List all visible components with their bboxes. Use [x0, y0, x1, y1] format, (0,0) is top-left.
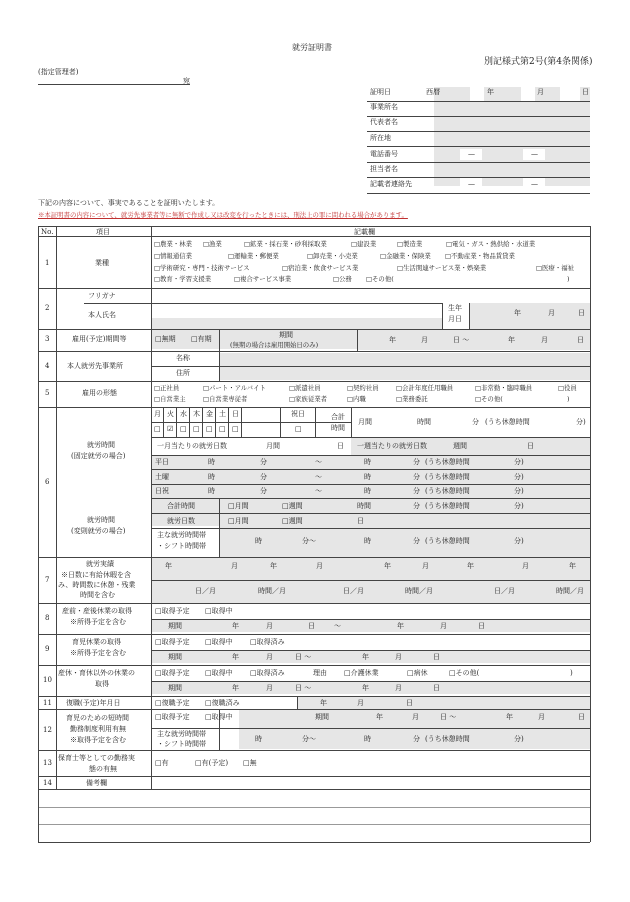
short-time-end-year: 年	[506, 713, 513, 721]
maternity-period: 期間	[168, 622, 182, 630]
row-12-no: 12	[43, 726, 52, 734]
weekday-label: 平日	[155, 458, 169, 466]
industry-public[interactable]: □公務	[333, 275, 352, 283]
business-name-label: 事業所名	[370, 103, 398, 111]
var-total-month[interactable]: □月間	[228, 502, 249, 510]
other-leave-end-month: 月	[395, 684, 402, 692]
era-label: 西暦	[426, 88, 440, 96]
remarks-label: 備考欄	[86, 779, 107, 787]
weekly-days-week: 週間	[453, 442, 467, 450]
break-close: 分)	[514, 458, 524, 466]
hour: 時	[208, 458, 215, 466]
var-days-unit: 日	[357, 517, 364, 525]
maternity-end-year: 年	[397, 622, 404, 630]
industry-education[interactable]: □教育・学習支援業	[154, 275, 212, 283]
row-14-no: 14	[43, 779, 52, 787]
workplace-label: 本人就労先事業所	[67, 362, 123, 370]
rec3-year: 年	[384, 562, 391, 570]
emp-homework[interactable]: □内職	[347, 395, 366, 403]
emp-other[interactable]: □その他(	[475, 395, 503, 403]
dash: —	[531, 180, 538, 188]
industry-lifestyle[interactable]: □生活関連サービス業・娯楽業	[397, 264, 487, 272]
tilde: ～	[315, 487, 322, 495]
row-10-no: 10	[43, 676, 52, 684]
col-content-header: 記載欄	[354, 228, 375, 236]
monthly-days-label: 一月当たりの就労日数	[157, 442, 227, 450]
rec1-year: 年	[165, 562, 172, 570]
rec2-month: 月	[316, 562, 323, 570]
emp-officer[interactable]: □役員	[558, 384, 577, 392]
other-leave-end-year: 年	[362, 684, 369, 692]
check-tue[interactable]: ☑	[167, 425, 174, 433]
day-sat: 土	[219, 410, 226, 418]
childcare-period-fill[interactable]	[151, 650, 590, 663]
var-hours-unit: 時間	[357, 502, 371, 510]
nursery-opt-planned[interactable]: □有(予定)	[195, 759, 229, 767]
tilde: ～	[315, 458, 322, 466]
maternity-tilde: ～	[334, 622, 341, 630]
rec3-days: 日／月	[494, 587, 515, 595]
row-13-no: 13	[43, 759, 52, 767]
break-note: (うち休憩時間	[485, 418, 530, 426]
break-open: (うち休憩時間	[425, 473, 470, 481]
nursery-opt-yes[interactable]: □有	[155, 759, 169, 767]
variable-hours-label-2: (変則就労の場合)	[71, 527, 126, 535]
person-in-charge-label: 担当者名	[370, 165, 398, 173]
work-record-label-3: み、時間数に休憩・残業	[58, 581, 136, 589]
work-record-label-1: 就労実績	[86, 560, 114, 568]
row-3-no: 3	[45, 335, 50, 343]
rec5-year: 年	[569, 562, 576, 570]
rec2-year: 年	[270, 562, 277, 570]
other-leave-end-day: 日	[433, 684, 440, 692]
short-time-break-open: (うち休憩時間	[425, 735, 470, 743]
var-break-open: (うち休憩時間	[425, 502, 470, 510]
short-time-label-1: 育児のための短時間	[66, 714, 129, 722]
check-sat[interactable]: □	[219, 425, 226, 433]
per-month: 月間	[358, 418, 372, 426]
return-date-fill[interactable]	[297, 697, 590, 709]
var-shift-minute-tilde: 分～	[302, 537, 316, 545]
childcare-start-month: 月	[266, 653, 273, 661]
childcare-opt-taking[interactable]: □取得中	[205, 638, 233, 646]
col-no-header: No.	[41, 228, 54, 236]
opt-fixed-term[interactable]: □有期	[191, 335, 212, 343]
return-opt-planned[interactable]: □復職予定	[155, 699, 190, 707]
other-leave-opt-planned[interactable]: □取得予定	[155, 669, 190, 677]
return-opt-done[interactable]: □復職済み	[205, 699, 240, 707]
return-month: 月	[357, 699, 364, 707]
monthly-days-month: 月間	[266, 442, 280, 450]
name-label: 本人氏名	[88, 311, 116, 319]
addressee-label: (指定管理者)	[38, 68, 79, 76]
period-label: 期間	[279, 331, 293, 339]
hour: 時	[364, 458, 371, 466]
tilde: ～	[315, 473, 322, 481]
dash: —	[531, 150, 538, 158]
saturday-label: 土曜	[155, 473, 169, 481]
short-time-period: 期間	[315, 713, 329, 721]
emp-contract[interactable]: □契約社員	[347, 384, 379, 392]
industry-fishery[interactable]: □漁業	[203, 240, 222, 248]
monthly-days-unit: 日	[337, 442, 344, 450]
industry-other[interactable]: □その他(	[366, 275, 394, 283]
short-time-start-month: 月	[412, 713, 419, 721]
industry-mining[interactable]: □鉱業・採石業・砂利採取業	[244, 240, 327, 248]
var-shift-label-2: ・シフト時間帯	[157, 542, 206, 550]
emp-family-worker[interactable]: □家族従業者	[289, 395, 327, 403]
break-close: 分)	[514, 487, 524, 495]
break-minutes: 分)	[576, 418, 586, 426]
birth-month: 月	[548, 309, 555, 317]
address-label: 所在地	[370, 134, 391, 142]
phone-label: 電話番号	[370, 150, 398, 158]
maternity-start-month: 月	[266, 622, 273, 630]
total-time-label-1: 合計	[331, 413, 345, 421]
emp-outsource[interactable]: □業務委託	[396, 395, 428, 403]
var-shift-minute-end: 分	[413, 537, 420, 545]
fixed-hours-label-2: (固定就労の場合)	[71, 452, 126, 460]
other-leave-period: 期間	[168, 684, 182, 692]
dash: —	[468, 150, 475, 158]
employment-period-label: 雇用(予定)期間等	[72, 335, 127, 343]
other-leave-opt-taken[interactable]: □取得済み	[250, 669, 285, 677]
row-4-no: 4	[45, 362, 50, 370]
contact-label: 記載者連絡先	[370, 180, 412, 188]
break-open: (うち休憩時間	[425, 458, 470, 466]
start-day: 日 ～	[453, 336, 470, 344]
fixed-hours-label-1: 就労時間	[87, 441, 115, 449]
return-year: 年	[320, 699, 327, 707]
remarks-field[interactable]	[40, 791, 588, 840]
industry-label: 業種	[95, 259, 109, 267]
hour: 時	[364, 487, 371, 495]
short-time-end-day: 日	[578, 713, 585, 721]
day-fri: 金	[206, 410, 213, 418]
hour: 時	[208, 473, 215, 481]
start-year: 年	[389, 336, 396, 344]
representative-label: 代表者名	[370, 118, 398, 126]
day-label: 日	[582, 88, 589, 96]
break-close: 分)	[514, 473, 524, 481]
row-9-no: 9	[45, 645, 50, 653]
industry-agriculture[interactable]: □農業・林業	[154, 240, 192, 248]
hour: 時	[208, 487, 215, 495]
childcare-label-2: ※所得予定を含む	[70, 649, 126, 657]
childcare-opt-taken[interactable]: □取得済み	[250, 638, 285, 646]
minutes-unit: 分	[472, 418, 479, 426]
maternity-start-day: 日	[308, 622, 315, 630]
break-open: (うち休憩時間	[425, 487, 470, 495]
maternity-opt-taking[interactable]: □取得中	[205, 607, 233, 615]
total-time-label-2: 時間	[331, 424, 345, 432]
day-wed: 水	[180, 410, 187, 418]
minute: 分	[260, 473, 267, 481]
other-leave-period-fill[interactable]	[151, 681, 590, 694]
short-time-opt-planned[interactable]: □取得予定	[155, 713, 190, 721]
childcare-opt-planned[interactable]: □取得予定	[155, 638, 190, 646]
rec3-hours: 時間／月	[556, 587, 584, 595]
other-leave-start-year: 年	[232, 684, 239, 692]
col-item-header: 項目	[96, 228, 110, 236]
childcare-end-day: 日	[433, 653, 440, 661]
maternity-start-year: 年	[232, 622, 239, 630]
rec2-hours: 時間／月	[405, 587, 433, 595]
addressee-line	[38, 84, 190, 85]
var-total-hours: 合計時間	[167, 502, 195, 510]
minute: 分	[260, 487, 267, 495]
work-record-label-2: ※日数に有給休暇を含	[61, 571, 131, 579]
short-time-label-2: 勤務制度利用有無	[70, 725, 126, 733]
day-thu: 木	[193, 410, 200, 418]
rec2-days: 日／月	[343, 587, 364, 595]
check-holiday[interactable]: □	[295, 425, 302, 433]
emp-temporary[interactable]: □非常勤・臨時職員	[475, 384, 533, 392]
year-label: 年	[487, 88, 494, 96]
emp-selfemployed-family[interactable]: □自営業専従者	[203, 395, 248, 403]
var-shift-hour-end: 時	[364, 537, 371, 545]
other-leave-opt-care[interactable]: □介護休業	[344, 669, 379, 677]
var-shift-hour: 時	[255, 537, 262, 545]
childcare-label-1: 育児休業の取得	[72, 638, 121, 646]
var-work-days: 就労日数	[167, 517, 195, 525]
other-leave-opt-other[interactable]: □その他(	[449, 669, 480, 677]
workplace-address-label: 住所	[176, 369, 190, 377]
row-8-no: 8	[45, 614, 50, 622]
employment-type-label: 雇用の形態	[82, 389, 117, 397]
short-time-hour-end: 時	[364, 735, 371, 743]
var-days-month[interactable]: □月間	[228, 517, 249, 525]
period-note: (無期の場合は雇用開始日のみ)	[230, 341, 319, 349]
var-shift-break-open: (うち休憩時間	[425, 537, 470, 545]
industry-finance[interactable]: □金融業・保険業	[380, 252, 431, 260]
document-title: 就労証明書	[292, 43, 332, 52]
minute: 分	[413, 473, 420, 481]
day-holiday: 祝日	[291, 410, 305, 418]
rec4-month: 月	[522, 562, 529, 570]
short-time-hour: 時	[255, 735, 262, 743]
other-leave-label-1: 産休・育休以外の休業の	[58, 669, 135, 677]
industry-compound[interactable]: □複合サービス事業	[234, 275, 292, 283]
check-thu[interactable]: □	[193, 425, 200, 433]
day-mon: 月	[154, 410, 161, 418]
row-6-no: 6	[45, 478, 50, 486]
short-time-opt-taking[interactable]: □取得中	[205, 713, 233, 721]
other-leave-start-day: 日 ～	[295, 684, 312, 692]
var-break-close: 分)	[514, 502, 524, 510]
industry-realestate[interactable]: □不動産業・物品賃貸業	[445, 252, 515, 260]
childcare-start-year: 年	[232, 653, 239, 661]
work-record-label-4: 時間を含む	[80, 591, 115, 599]
row-1-no: 1	[45, 259, 50, 267]
return-day: 日	[406, 699, 413, 707]
maternity-end-day: 日	[478, 622, 485, 630]
check-mon[interactable]: □	[154, 425, 161, 433]
industry-it[interactable]: □情報通信業	[154, 252, 192, 260]
minute: 分	[413, 458, 420, 466]
minute: 分	[260, 458, 267, 466]
emp-regular[interactable]: □正社員	[154, 384, 180, 392]
maternity-end-month: 月	[440, 622, 447, 630]
emp-dispatch[interactable]: □派遣社員	[289, 384, 321, 392]
industry-other-close: )	[567, 275, 570, 283]
issue-date-label: 証明日	[370, 88, 391, 96]
industry-research[interactable]: □学術研究・専門・技術サービス	[154, 264, 250, 272]
row-11-no: 11	[43, 699, 52, 707]
weekly-days-unit: 日	[527, 442, 534, 450]
hours-unit: 時間	[417, 418, 431, 426]
check-wed[interactable]: □	[180, 425, 187, 433]
end-year: 年	[508, 336, 515, 344]
rec3-month: 月	[422, 562, 429, 570]
other-leave-close: )	[570, 669, 573, 677]
furigana-label: フリガナ	[88, 292, 116, 300]
rec1-hours: 時間／月	[258, 587, 286, 595]
short-time-shift-label-1: 主な就労時間帯	[157, 730, 206, 738]
dash: —	[468, 180, 475, 188]
var-days-week[interactable]: □週間	[282, 517, 303, 525]
short-time-label-3: ※取得予定を含む	[70, 736, 126, 744]
return-date-label: 復職(予定)年月日	[66, 699, 121, 707]
var-minutes-unit: 分	[413, 502, 420, 510]
day-sun: 日	[232, 410, 239, 418]
industry-hospitality[interactable]: □宿泊業・飲食サービス業	[282, 264, 359, 272]
day-tue: 火	[167, 410, 174, 418]
emp-parttime[interactable]: □パート・アルバイト	[203, 384, 266, 392]
hour: 時	[364, 473, 371, 481]
maternity-label-1: 産前・産後休業の取得	[62, 607, 132, 615]
var-shift-break-close: 分)	[514, 537, 524, 545]
maternity-label-2: ※所得予定を含む	[70, 618, 126, 626]
rec4-year: 年	[467, 562, 474, 570]
maternity-opt-planned[interactable]: □取得予定	[155, 607, 190, 615]
birth-label-1: 生年	[448, 304, 462, 312]
var-shift-label-1: 主な就労時間帯	[157, 531, 206, 539]
certify-text: 下記の内容について、事実であることを証明いたします。	[38, 199, 220, 207]
industry-utilities[interactable]: □電気・ガス・熱供給・水道業	[446, 240, 536, 248]
end-day: 日	[577, 336, 584, 344]
weekly-days-label: 一週当たりの就労日数	[357, 442, 427, 450]
emp-selfemployed[interactable]: □自営業主	[154, 395, 186, 403]
other-leave-label-2: 取得	[95, 680, 109, 688]
row-5-no: 5	[45, 389, 50, 397]
nursery-opt-no[interactable]: □無	[243, 759, 257, 767]
emp-other-close: )	[567, 395, 570, 403]
birth-label-2: 月日	[448, 315, 462, 323]
industry-construction[interactable]: □建設業	[351, 240, 377, 248]
row-7-no: 7	[45, 576, 50, 584]
other-leave-start-month: 月	[266, 684, 273, 692]
minute: 分	[413, 487, 420, 495]
check-fri[interactable]: □	[206, 425, 213, 433]
short-time-minute-end: 分	[413, 735, 420, 743]
var-total-week[interactable]: □週間	[282, 502, 303, 510]
other-leave-opt-sick[interactable]: □病休	[407, 669, 428, 677]
short-time-break-close: 分)	[514, 735, 524, 743]
variable-hours-label-1: 就労時間	[87, 516, 115, 524]
end-month: 月	[541, 336, 548, 344]
other-leave-opt-taking[interactable]: □取得中	[205, 669, 233, 677]
nursery-label-2: 態の有無	[89, 765, 117, 773]
short-time-end-month: 月	[538, 713, 545, 721]
short-time-shift-label-2: ・シフト時間帯	[157, 740, 206, 748]
birth-day: 日	[578, 309, 585, 317]
short-time-start-year: 年	[376, 713, 383, 721]
rec1-month: 月	[231, 562, 238, 570]
workplace-name-label: 名称	[176, 354, 190, 362]
childcare-end-year: 年	[362, 653, 369, 661]
childcare-start-day: 日 ～	[295, 653, 312, 661]
month-label: 月	[537, 88, 544, 96]
childcare-period: 期間	[168, 653, 182, 661]
short-time-start-day: 日 ～	[440, 713, 457, 721]
maternity-period-fill[interactable]	[151, 619, 590, 632]
opt-indefinite[interactable]: □無期	[155, 335, 176, 343]
industry-manufacturing[interactable]: □製造業	[397, 240, 423, 248]
sunday-label: 日祝	[155, 487, 169, 495]
warning-text: ※本証明書の内容について、就労先事業者等に無断で作成し又は改変を行ったときには、刑法上の罪に問われる場合があります。	[38, 211, 408, 219]
industry-retail[interactable]: □卸売業・小売業	[307, 252, 358, 260]
childcare-end-month: 月	[395, 653, 402, 661]
industry-medical[interactable]: □医療・福祉	[536, 264, 574, 272]
check-sun[interactable]: □	[232, 425, 239, 433]
start-month: 月	[421, 336, 428, 344]
other-leave-reason: 理由	[313, 669, 327, 677]
birth-year: 年	[514, 309, 521, 317]
short-time-minute-tilde: 分～	[302, 735, 316, 743]
form-number: 別記様式第2号(第4条関係)	[484, 57, 593, 67]
addressee-suffix: 宛	[183, 77, 190, 85]
rec1-days: 日／月	[195, 587, 216, 595]
industry-transport[interactable]: □運輸業・郵便業	[228, 252, 279, 260]
nursery-label-1: 保育士等としての勤務実	[58, 754, 135, 762]
row-2-no: 2	[45, 304, 50, 312]
emp-fiscal[interactable]: □会計年度任用職員	[396, 384, 454, 392]
